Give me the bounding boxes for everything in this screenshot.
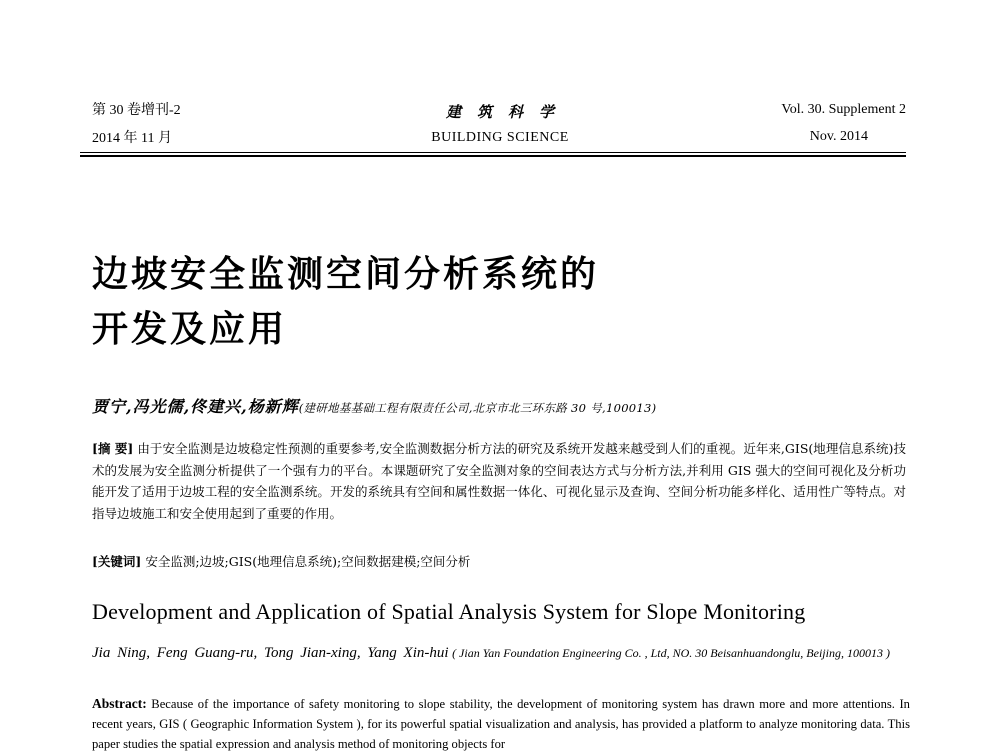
author-affiliation-en: ( Jian Yan Foundation Engineering Co. , Ltd, NO. 30 Beisanhuandonglu, Beijing, 100013 )	[452, 646, 890, 660]
author-affiliation-cn: (建研地基基础工程有限责任公司,北京市北三环东路 30 号,100013)	[298, 401, 657, 415]
keywords-cn	[92, 551, 906, 573]
header-left-date: 2014 年 11 月	[92, 131, 172, 146]
abstract-text-cn: 由于安全监测是边坡稳定性预测的重要参考,安全监测数据分析方法的研究及系统开发越来越受到人们的重视。近年来,GIS(地理信息系统)技术的发展为安全监测分析提供了一个强有力的平台。本课题研究了安全监测对象的空间表达方式与分析方法,并利用 GIS 强大的空间可视化及分析功能开发了适用于边坡工程的安全监测系统。开发的系统具有空间和属性数据一体化、可视化显示及查询、空间分析功能多样化、适用性广等特点。对指导边坡施工和安全使用起到了重要的作用。	[92, 441, 906, 521]
article-title-line-2: 开发及应用	[92, 309, 288, 350]
author-line-en	[92, 640, 910, 667]
author-names-cn: 贾宁,冯光儒,佟建兴,杨新辉	[92, 397, 299, 416]
header-rule-thick	[80, 155, 906, 157]
abstract-text-en: Because of the importance of safety monitoring to slope stability, the development of monitoring system has drawn more and more attentions. In recent years, GIS ( Geographic Information System ), for its powerful spatial visualization and analysis, has provided a platform to analyze monitoring data. This paper studies the spatial expression and analysis method of monitoring objects for	[92, 697, 910, 751]
keywords-label-cn: [关键词]	[92, 554, 142, 569]
author-line-cn	[92, 394, 656, 417]
header-right-volume: Vol. 30. Supplement 2	[781, 102, 906, 117]
header-left-volume: 第 30 卷增刊-2	[92, 103, 181, 118]
abstract-en	[92, 694, 910, 754]
header-right-date: Nov. 2014	[809, 129, 868, 144]
author-names-en: Jia Ning, Feng Guang-ru, Tong Jian-xing, Yang Xin-hui	[92, 645, 449, 661]
abstract-label-en: Abstract:	[92, 696, 147, 711]
abstract-cn	[92, 438, 906, 524]
journal-title-en: BUILDING SCIENCE	[431, 130, 569, 145]
abstract-label-cn: [摘 要]	[92, 441, 134, 456]
keywords-text-cn: 安全监测;边坡;GIS(地理信息系统);空间数据建模;空间分析	[145, 554, 471, 569]
article-title-en: Development and Application of Spatial Analysis System for Slope Monitoring	[92, 599, 806, 624]
header-rule-thin	[80, 152, 906, 153]
article-title-line-1: 边坡安全监测空间分析系统的	[92, 254, 600, 295]
journal-title-cn: 建筑科学	[445, 103, 570, 121]
